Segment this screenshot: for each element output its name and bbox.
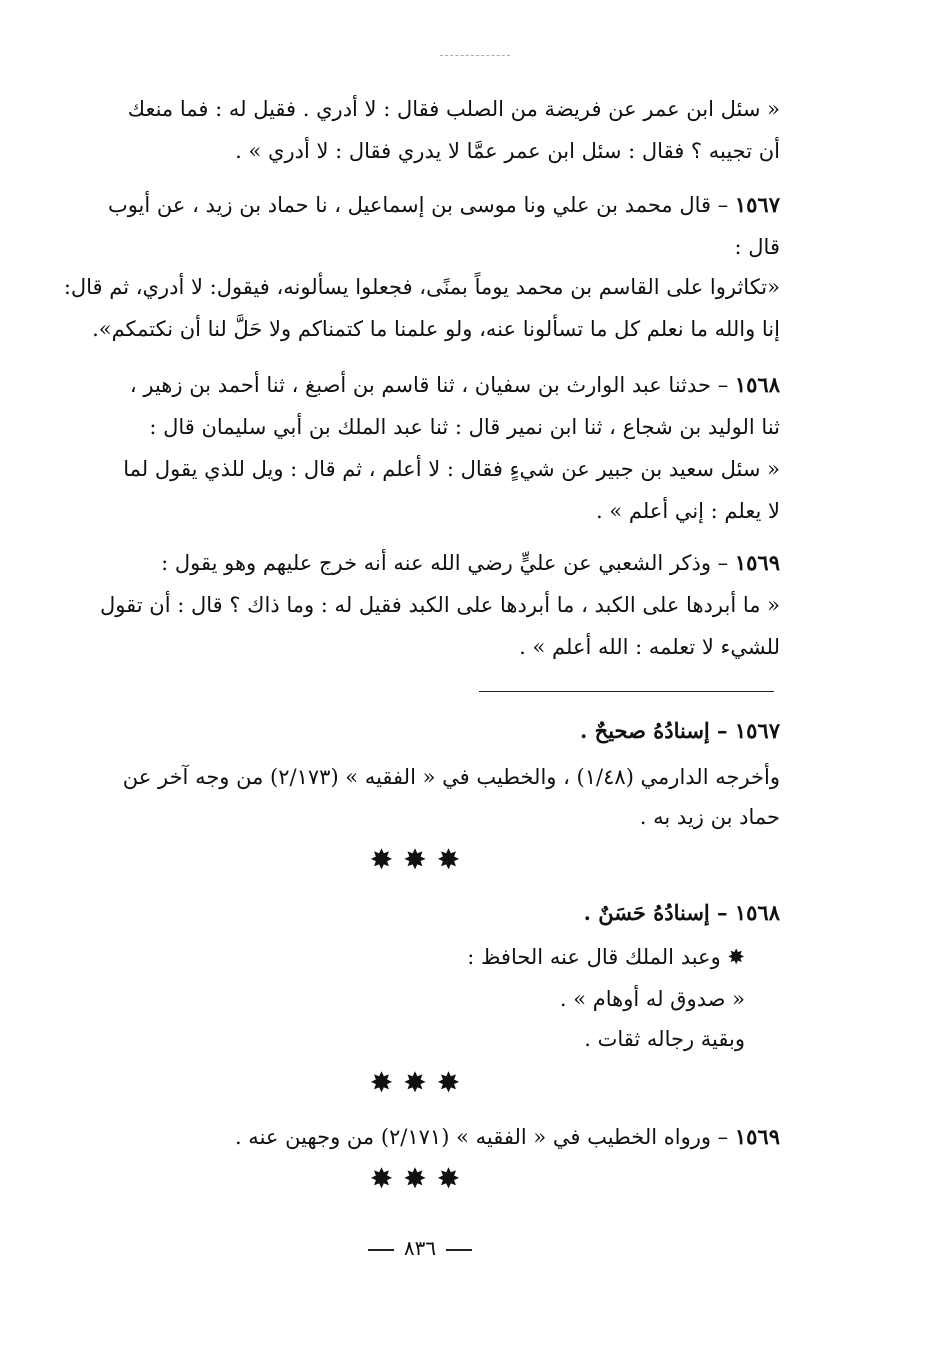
entry-number: ١٥٦٨ (734, 372, 780, 397)
footnote-heading (80, 1120, 780, 1154)
separator-stars: ✸✸✸ (369, 1162, 471, 1195)
text-line: لا يعلم : إني أعلم » . (595, 499, 780, 523)
text-line: ثنا الوليد بن شجاع ، ثنا ابن نمير قال : ثنا عبد الملك بن أبي سليمان قال : (149, 415, 780, 439)
footnote-number: ١٥٦٨ (734, 900, 780, 925)
text-line: «تكاثروا على القاسم بن محمد يوماً بمنًى، فجعلوا يسألونه، فيقول: لا أدري، ثم قال: (63, 275, 780, 299)
text-line: « ما أبردها على الكبد ، ما أبردها على الكبد فقيل له : وما ذاك ؟ قال : أن تقول (100, 593, 780, 617)
footnote-line: حماد بن زيد به . (639, 805, 780, 829)
entry-text: – قال محمد بن علي ونا موسى بن إسماعيل ، نا حماد بن زيد ، عن أيوب (107, 193, 735, 217)
text-line: قال : (734, 235, 780, 259)
entry-number: ١٥٦٧ (734, 192, 780, 217)
footnote-line: ✸ وعبد الملك قال عنه الحافظ : (467, 945, 745, 969)
footnote-line: « صدوق له أوهام » . (559, 987, 745, 1011)
page-number-text: ٨٣٦ (403, 1236, 437, 1260)
text-line: « سئل ابن عمر عن فريضة من الصلب فقال : لا أدري . فقيل له : فما منعك (127, 97, 780, 121)
page-number-dash (368, 1249, 394, 1251)
footnote-heading (80, 896, 780, 930)
footnote-line: وأخرجه الدارمي (١/٤٨) ، والخطيب في « الفقيه » (٢/١٧٣) من وجه آخر عن (122, 765, 780, 789)
footnote-rule (479, 691, 774, 692)
footnote-line: وبقية رجاله ثقات . (584, 1027, 745, 1051)
text-line: أن تجيبه ؟ فقال : سئل ابن عمر عمَّا لا يدري فقال : لا أدري » . (235, 139, 780, 163)
text-line: « سئل سعيد بن جبير عن شيءٍ فقال : لا أعلم ، ثم قال : ويل للذي يقول لما (123, 457, 780, 481)
entry-text: – حدثنا عبد الوارث بن سفيان ، ثنا قاسم بن أصبغ ، ثنا أحمد بن زهير ، (129, 373, 735, 397)
footnote-heading-text: – إسنادُهُ صحيحٌ . (580, 718, 735, 743)
footnote-heading-text: – إسنادُهُ حَسَنٌ . (583, 900, 735, 925)
separator-stars: ✸✸✸ (369, 843, 471, 876)
page-number-dash (446, 1249, 472, 1251)
footnote-number: ١٥٦٩ (734, 1124, 780, 1149)
entry-number: ١٥٦٩ (734, 550, 780, 575)
text-line: إنا والله ما نعلم كل ما تسألونا عنه، ولو علمنا ما كتمناكم ولا حَلَّ لنا أن نكتمكم». (92, 317, 780, 341)
text-line (80, 546, 780, 580)
footnote-heading-text: – ورواه الخطيب في « الفقيه » (٢/١٧١) من وجهين عنه . (234, 1125, 735, 1149)
text-line (80, 188, 780, 222)
text-line (80, 368, 780, 402)
page-number (0, 1233, 840, 1263)
footnote-number: ١٥٦٧ (734, 718, 780, 743)
footnote-heading (80, 714, 780, 748)
top-dashes (440, 55, 510, 56)
entry-text: – وذكر الشعبي عن عليٍّ رضي الله عنه أنه خرج عليهم وهو يقول : (161, 551, 735, 575)
text-line: للشيء لا تعلمه : الله أعلم » . (519, 635, 780, 659)
separator-stars: ✸✸✸ (369, 1066, 471, 1099)
